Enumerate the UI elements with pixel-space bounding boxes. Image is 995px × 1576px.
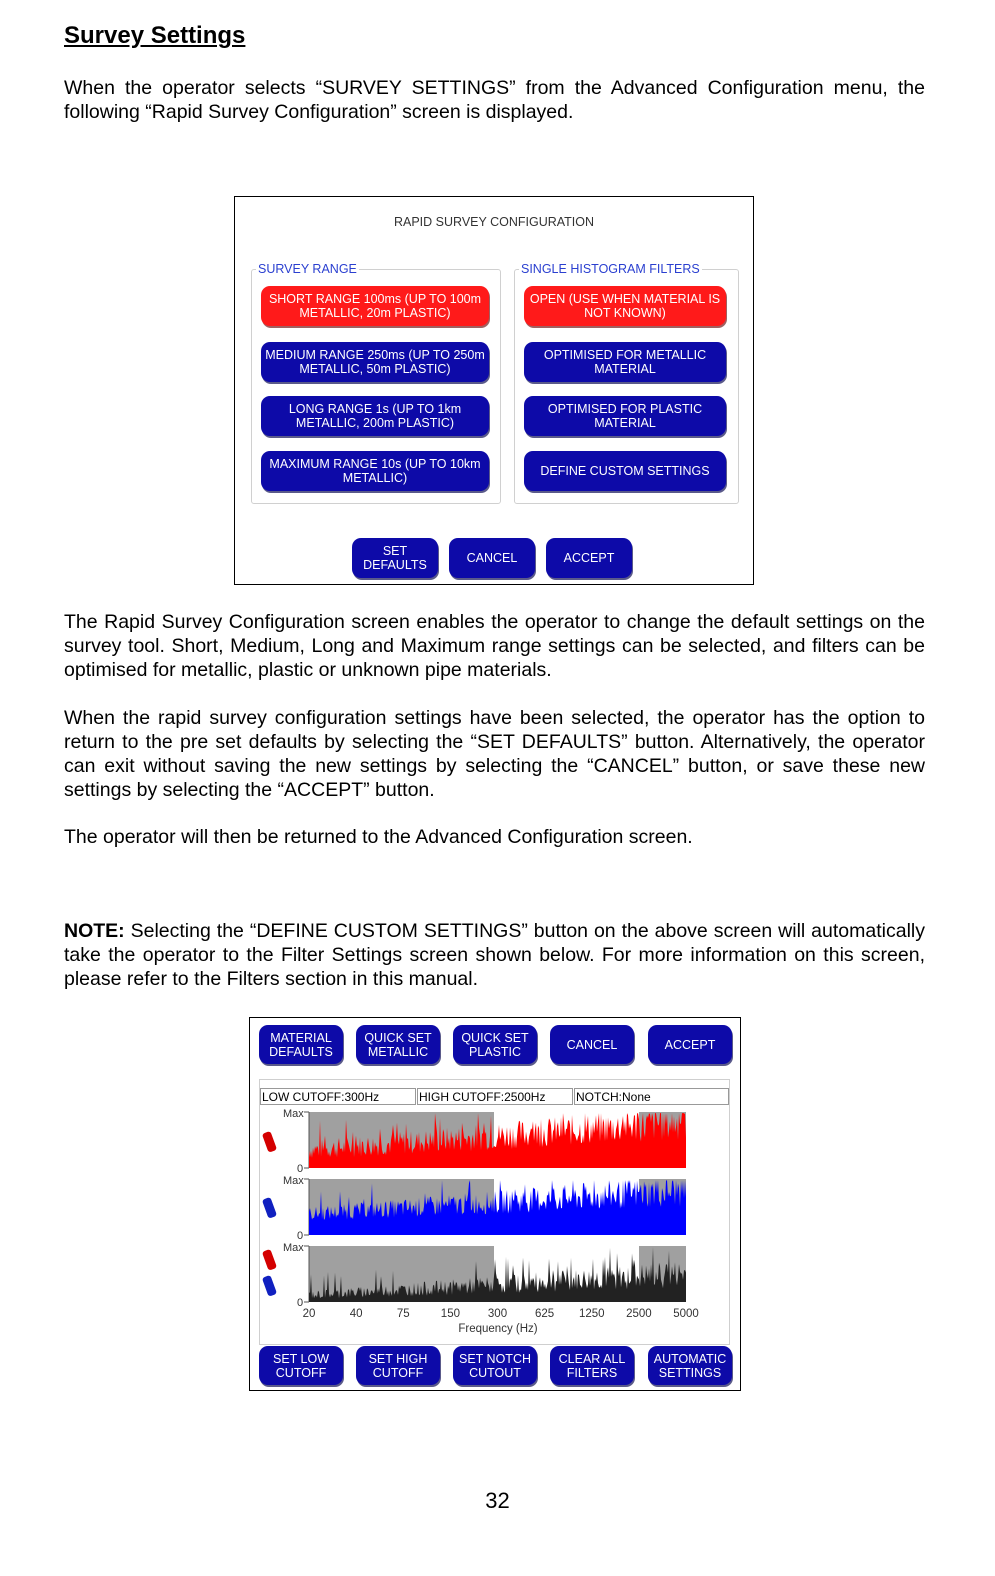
cancel-button[interactable]: CANCEL	[449, 538, 535, 578]
paragraph-2: When the rapid survey configuration settings have been selected, the operator has the option to return to the pre set defaults by selecting the “SET DEFAULTS” button. Alternatively, the operator can exit without saving the new settings by selecting the “CANCEL” button, or save these new settings by selecting the “ACCEPT” button.	[64, 707, 925, 801]
medium-range-button[interactable]: MEDIUM RANGE 250ms (UP TO 250m METALLIC, 50m PLASTIC)	[261, 342, 489, 382]
filter-cancel-button[interactable]: CANCEL	[550, 1025, 634, 1064]
frequency-tick-label: 300	[487, 1308, 508, 1320]
set-low-cutoff-button[interactable]: SET LOW CUTOFF	[259, 1346, 343, 1385]
intro-paragraph: When the operator selects “SURVEY SETTINGS” from the Advanced Configuration menu, the following “Rapid Survey Configuration” screen is displayed.	[64, 77, 925, 123]
frequency-tick-label: 150	[440, 1308, 460, 1320]
blue-histogram	[304, 1179, 686, 1235]
filter-settings-screen	[249, 1017, 741, 1391]
frequency-tick-label: 75	[396, 1308, 410, 1320]
page-number: 32	[485, 1488, 510, 1513]
low-cutoff-field: LOW CUTOFF:300Hz	[260, 1088, 416, 1105]
histogram-chart	[250, 1018, 740, 1390]
frequency-tick-label: 1250	[579, 1308, 605, 1320]
quick-set-metallic-button[interactable]: QUICK SET METALLIC	[356, 1025, 440, 1064]
maximum-range-button[interactable]: MAXIMUM RANGE 10s (UP TO 10km METALLIC)	[261, 451, 489, 491]
max-label-3: Max	[283, 1242, 304, 1254]
screen-title: RAPID SURVEY CONFIGURATION	[393, 215, 595, 229]
zero-label-1: 0	[297, 1163, 304, 1175]
note-paragraph	[64, 919, 925, 991]
filter-accept-button[interactable]: ACCEPT	[648, 1025, 732, 1064]
red-histogram	[304, 1112, 686, 1168]
blue-channel-icon	[262, 1197, 277, 1219]
paragraph-1: The Rapid Survey Configuration screen enables the operator to change the default settings on the survey tool. Short, Medium, Long and Maximum range settings can be selected, and filters can be optimised for metallic, plastic or unknown pipe materials.	[64, 611, 925, 681]
set-defaults-button[interactable]: SET DEFAULTS	[352, 538, 438, 578]
long-range-button[interactable]: LONG RANGE 1s (UP TO 1km METALLIC, 200m PLASTIC)	[261, 396, 489, 436]
clear-all-filters-button[interactable]: CLEAR ALL FILTERS	[550, 1346, 634, 1385]
material-defaults-button[interactable]: MATERIAL DEFAULTS	[259, 1025, 343, 1064]
frequency-tick-label: 625	[535, 1308, 555, 1320]
red-channel-icon	[262, 1131, 277, 1153]
accept-button[interactable]: ACCEPT	[546, 538, 632, 578]
paragraph-3: The operator will then be returned to the Advanced Configuration screen.	[64, 826, 693, 848]
set-notch-cutout-button[interactable]: SET NOTCH CUTOUT	[453, 1346, 537, 1385]
quick-set-plastic-button[interactable]: QUICK SET PLASTIC	[453, 1025, 537, 1064]
open-filter-button[interactable]: OPEN (USE WHEN MATERIAL IS NOT KNOWN)	[524, 286, 726, 326]
survey-range-label: SURVEY RANGE	[258, 262, 357, 276]
max-label-2: Max	[283, 1175, 304, 1187]
frequency-tick-label: 40	[349, 1308, 363, 1320]
rapid-survey-screen	[234, 196, 754, 585]
frequency-axis-label: Frequency (Hz)	[458, 1323, 538, 1335]
high-cutoff-field: HIGH CUTOFF:2500Hz	[417, 1088, 573, 1105]
section-heading: Survey Settings	[64, 22, 246, 49]
plastic-filter-button[interactable]: OPTIMISED FOR PLASTIC MATERIAL	[524, 396, 726, 436]
combined-channel-icon	[262, 1249, 277, 1297]
filters-label: SINGLE HISTOGRAM FILTERS	[521, 262, 700, 276]
zero-label-3: 0	[297, 1297, 304, 1309]
zero-label-2: 0	[297, 1230, 304, 1242]
automatic-settings-button[interactable]: AUTOMATIC SETTINGS	[648, 1346, 732, 1385]
frequency-tick-label: 5000	[673, 1308, 699, 1320]
set-high-cutoff-button[interactable]: SET HIGH CUTOFF	[356, 1346, 440, 1385]
short-range-button[interactable]: SHORT RANGE 100ms (UP TO 100m METALLIC, 20m PLASTIC)	[261, 286, 489, 326]
max-label-1: Max	[283, 1108, 304, 1120]
note-label: NOTE:	[64, 920, 125, 942]
frequency-tick-label: 20	[302, 1308, 316, 1320]
combined-histogram	[304, 1246, 686, 1302]
note-text: Selecting the “DEFINE CUSTOM SETTINGS” button on the above screen will automatically take the operator to the Filter Settings screen shown below. For more information on this screen, please refer to the Filters section in this manual.	[64, 920, 925, 990]
notch-field: NOTCH:None	[574, 1088, 729, 1105]
define-custom-settings-button[interactable]: DEFINE CUSTOM SETTINGS	[524, 451, 726, 491]
frequency-tick-label: 2500	[626, 1308, 652, 1320]
metallic-filter-button[interactable]: OPTIMISED FOR METALLIC MATERIAL	[524, 342, 726, 382]
